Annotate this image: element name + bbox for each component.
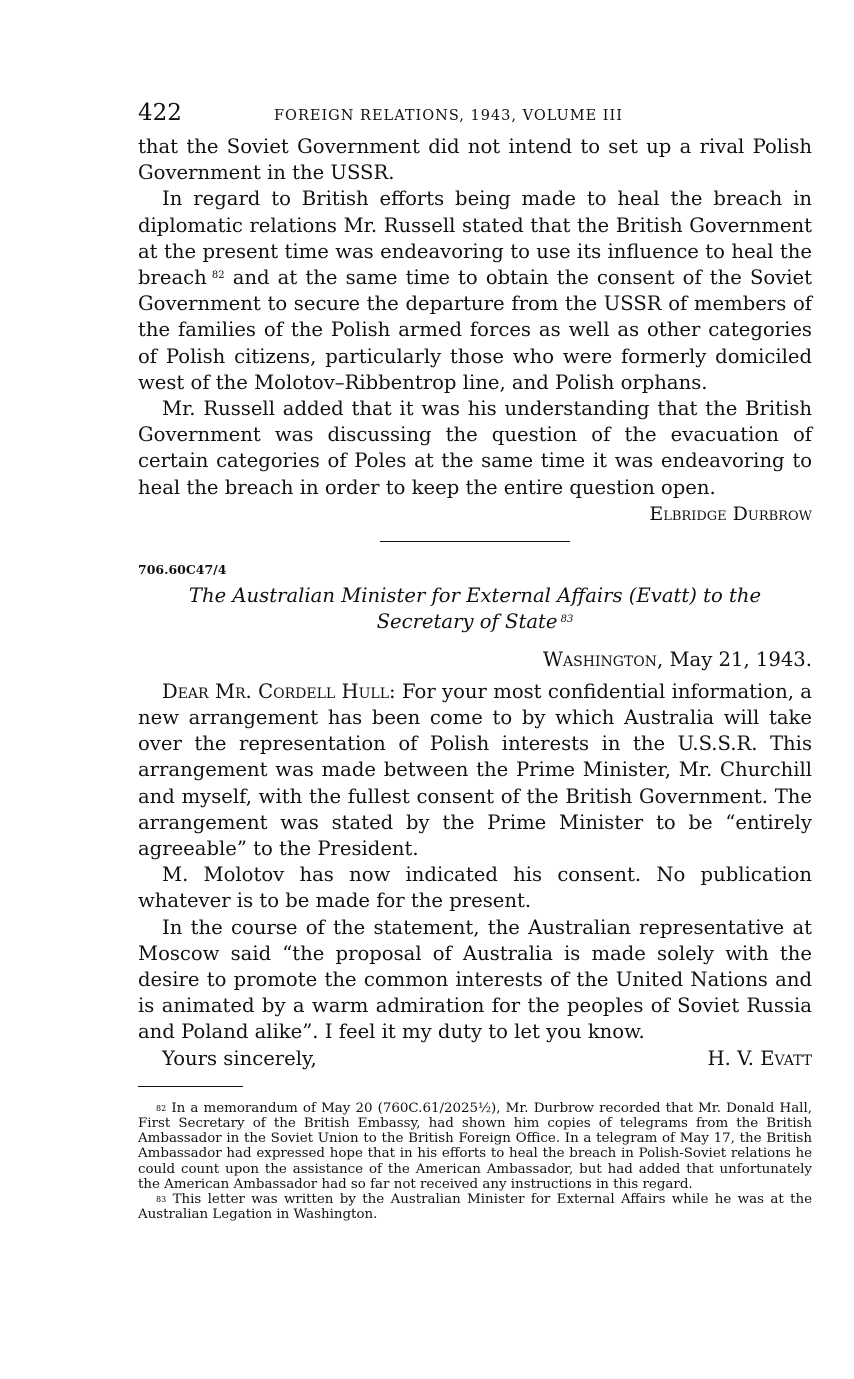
letter-closing [138, 1046, 812, 1072]
dateline-place: Washington [542, 647, 658, 671]
signature-durbrow: Elbridge Durbrow [649, 502, 812, 525]
letter-paragraph: M. Molotov has now indicated his consent. No publication whatever is to be made for the present. [138, 863, 812, 913]
footnote: $^{82}$ In a memorandum of May 20 (760C.61/2025½), Mr. Durbrow recorded that Mr. Donald Hall, First Secretary of the British Embassy, had shown him copies of telegrams from the British Ambassador in the Soviet Union to the British Foreign Office. In a telegram of May 17, the British Ambassador had expressed hope that in his efforts to heal the breach in Polish-Soviet relations he could count upon the assistance of the American Ambassador, but had added that unfortunately the American Ambassador had so far not received any instructions in this regard. [138, 1100, 812, 1192]
letter-paragraph: Dear Mr. Cordell Hull: For your most confidential information, a new arrangement has been come to by which Australia will take over the representation of Polish interests in the U.S.S.R. This arrangement was made between the Prime Minister, Mr. Churchill and myself, with the fullest consent of the British Government. The arrangement was stated by the Prime Minister to be “entirely agreeable” to the President. [138, 679, 812, 861]
file-number: 706.60C47/4 [138, 561, 227, 577]
dateline-date: , May 21, 1943. [657, 647, 812, 671]
paragraph-text: In regard to British efforts being made to heal the breach in diplomatic relations Mr. Russell stated that the British Government at the present time was endeavoring to use its influence to heal the breach [138, 187, 812, 290]
body-paragraph: Mr. Russell added that it was his understanding that the British Government was discussing the question of the evacuation of certain categories of Poles at the same time it was endeavoring to heal the breach in order to keep the entire question open. [138, 397, 812, 499]
dateline [138, 647, 812, 673]
footnote-ref[interactable]: 82 [211, 270, 225, 282]
document-title: The Australian Minister for External Affairs (Evatt) to the Secretary of State $^{83}$ [188, 583, 762, 633]
page-number: 422 [138, 100, 182, 126]
footnote-marker: 82 [156, 1103, 167, 1113]
paragraph-text: and at the same time to obtain the consent of the Soviet Government to secure the departure from the USSR of members of the families of the Polish armed forces as well as other categories of Polish citizens, particularly those who were formerly domiciled west of the Molotov–Ribbentrop line, and Polish orphans. [138, 266, 812, 394]
closing-phrase: Yours sincerely, [162, 1046, 317, 1070]
section-divider [380, 541, 570, 542]
footnote: $^{83}$ This letter was written by the Australian Minister for External Affairs while he was at the Australian Legation in Washington. [138, 1191, 813, 1223]
page [138, 100, 812, 1222]
signature-evatt: H. V. Evatt [707, 1046, 812, 1070]
letter-paragraph: In the course of the statement, the Australian representative at Moscow said “the proposal of Australia is made solely with the desire to promote the common interests of the United Nations and is animated by a warm admiration for the peoples of Soviet Russia and Poland alike”. I feel it my duty to let you know. [138, 915, 812, 1044]
salutation: Dear Mr. Cordell Hull [162, 679, 390, 703]
page-header [138, 100, 812, 134]
footnote-divider [138, 1086, 243, 1087]
footnote-ref[interactable]: 83 [560, 613, 574, 625]
body-paragraph: that the Soviet Government did not intend to set up a rival Polish Government in the USSR. [138, 135, 812, 185]
body-paragraph [138, 186, 812, 396]
footnote-marker: 83 [156, 1194, 167, 1204]
running-title: FOREIGN RELATIONS, 1943, VOLUME III [274, 108, 623, 124]
